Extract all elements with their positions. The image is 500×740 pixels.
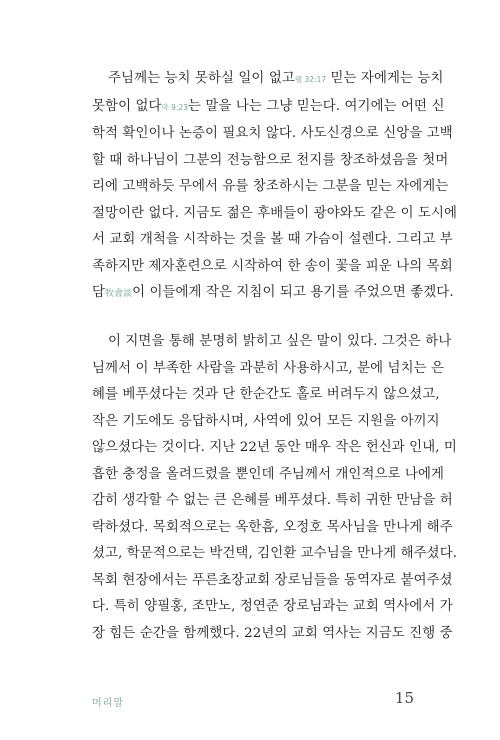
paragraph-2 xyxy=(92,329,458,647)
text-line: 감히 생각할 수 없는 큰 은혜를 베푸셨다. 특히 귀한 만남을 허 xyxy=(92,493,453,508)
text-line: 학적 확인이나 논증이 필요치 않다. 사도신경으로 신앙을 고백 xyxy=(92,126,453,141)
text-run: 이 이들에게 작은 지침이 되고 용기를 주었으면 좋겠다. xyxy=(132,285,454,300)
text-line: 님께서 이 부족한 사람을 과분히 사용하시고, 분에 넘치는 은 xyxy=(92,360,445,376)
text-run: 담 xyxy=(92,285,106,300)
text-line: 리에 고백하듯 무에서 유를 창조하시는 그분을 믿는 자에게는 xyxy=(92,179,449,194)
text-line xyxy=(92,280,454,308)
text-line: 목회 현장에서는 푸른초장교회 장로님들을 동역자로 붙여주셨 xyxy=(92,572,453,588)
scripture-reference: 렘 32:17 xyxy=(294,75,327,84)
text-line: 셨고, 학문적으로는 박건택, 김인환 교수님을 만나게 해주셨다. xyxy=(92,546,458,561)
text-line: 서 교회 개척을 시작하는 것을 볼 때 가슴이 설렌다. 그리고 부 xyxy=(92,232,453,247)
text-line: 락하셨다. 목회적으로는 옥한흠, 오정호 목사님을 만나게 해주 xyxy=(92,519,453,535)
hanja-annotation: 牧會談 xyxy=(105,289,133,299)
scripture-reference: 막 9:23 xyxy=(161,102,189,112)
page-number: 15 xyxy=(394,689,414,707)
text-run: 믿는 자에게는 능치 xyxy=(326,71,444,86)
text-line: 작은 기도에도 응답하시며, 사역에 있어 모든 지원을 아끼지 xyxy=(92,413,440,429)
text-line: 장 힘든 순간을 함께했다. 22년의 교회 역사는 지금도 진행 중 xyxy=(92,625,453,641)
text-line: 흡한 충정을 올려드렸을 뿐인데 주님께서 개인적으로 나에게 xyxy=(92,466,445,482)
text-run: 주님께는 능치 못하실 일이 없고 xyxy=(108,71,295,86)
text-line: 절망이란 없다. 지금도 젊은 후배들이 광야와도 같은 이 도시에 xyxy=(92,205,458,221)
text-line: 혜를 베푸셨다는 것과 단 한순간도 홀로 버려두지 않으셨고, xyxy=(92,387,440,402)
text-run: 는 말을 나는 그냥 믿는다. 여기에는 어떤 신 xyxy=(188,98,445,114)
running-footer-section: 머리말 xyxy=(92,698,124,709)
text-line xyxy=(92,66,444,94)
text-line: 이 지면을 통해 분명히 밝히고 싶은 말이 있다. 그것은 하나 xyxy=(108,334,452,349)
text-run: 못함이 없다 xyxy=(92,98,162,114)
paragraph-1 xyxy=(92,66,458,308)
text-line: 족하지만 제자훈련으로 시작하여 한 송이 꽃을 피운 나의 목회 xyxy=(92,258,453,274)
text-line: 않으셨다는 것이다. 지난 22년 동안 매우 작은 헌신과 인내, 미 xyxy=(92,440,457,455)
text-line: 다. 특히 양필홍, 조만노, 정연준 장로님과는 교회 역사에서 가 xyxy=(92,599,453,614)
text-line: 할 때 하나님이 그분의 전능함으로 천지를 창조하셨음을 첫머 xyxy=(92,152,449,168)
text-line xyxy=(92,94,445,122)
